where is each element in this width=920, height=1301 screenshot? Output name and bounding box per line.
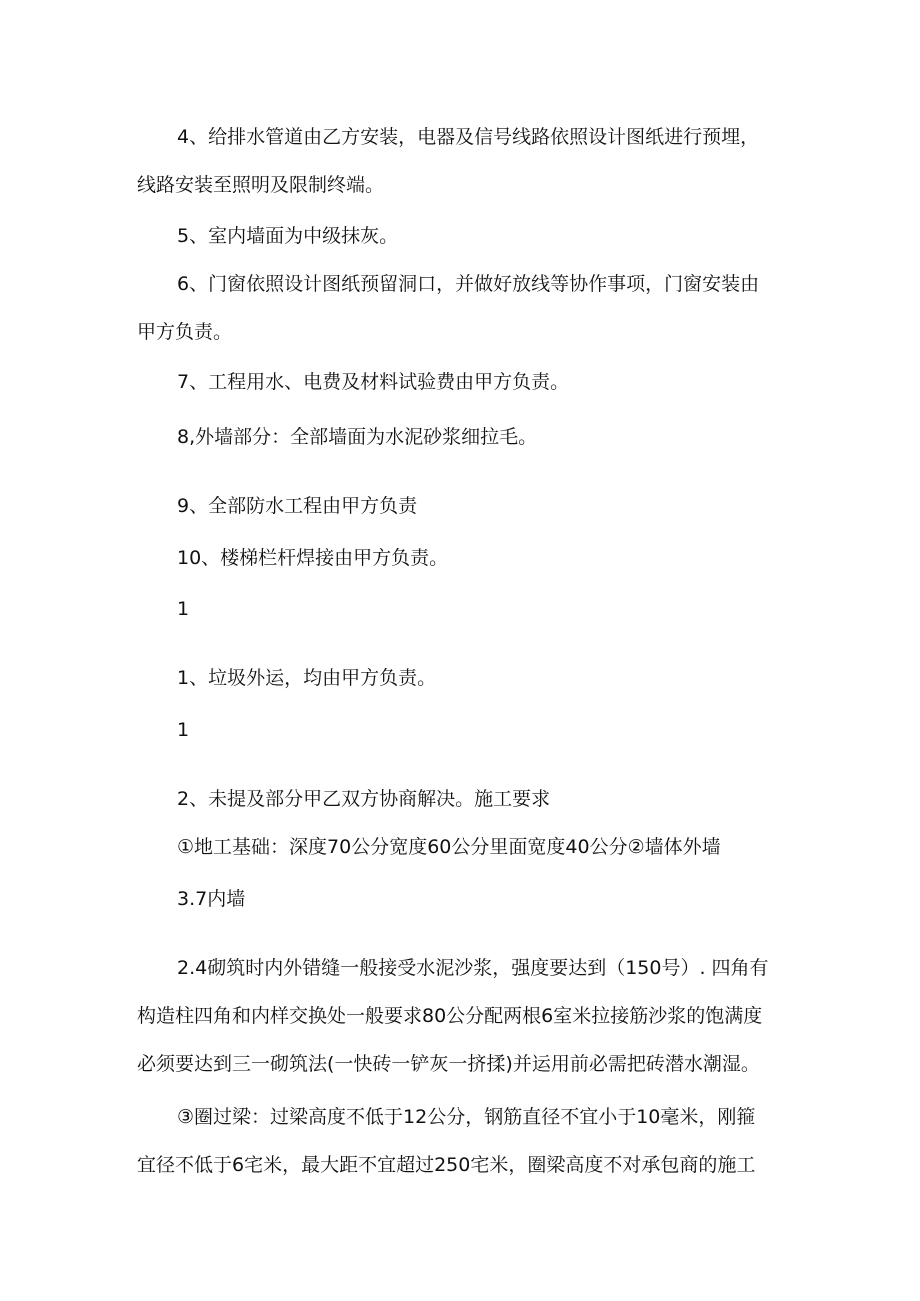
- text-line-inner-wall: 3.7内墙: [177, 888, 246, 910]
- text-line-masonry-part1: 2.4砌筑时内外错缝一般接受水泥沙浆，强度要达到（150号）. 四角有: [177, 957, 769, 979]
- text-line-item-4-part2: 线路安装至照明及限制终端。: [137, 174, 385, 196]
- text-line-item-9: 9、全部防水工程由甲方负责: [177, 495, 418, 517]
- text-line-foundation: ①地工基础：深度70公分宽度60公分里面宽度40公分②墙体外墙: [177, 836, 721, 858]
- text-line-item-10: 10、楼梯栏杆焊接由甲方负责。: [177, 547, 449, 569]
- text-line-masonry-part3: 必须要达到三一砌筑法(一快砖一铲灰一挤揉)并运用前必需把砖潜水潮湿。: [137, 1053, 760, 1075]
- text-line-item-1-waste: 1、垃圾外运，均由甲方负责。: [177, 667, 437, 689]
- text-line-beam-part1: ③圈过梁：过梁高度不低于12公分，钢筋直径不宜小于10毫米，刚箍: [177, 1106, 756, 1128]
- text-line-number-1b: 1: [177, 719, 190, 741]
- text-line-item-2-construction: 2、未提及部分甲乙双方协商解决。施工要求: [177, 788, 551, 810]
- text-line-item-7: 7、工程用水、电费及材料试验费由甲方负责。: [177, 371, 570, 393]
- text-line-item-4-part1: 4、给排水管道由乙方安装，电器及信号线路依照设计图纸进行预埋，: [177, 126, 760, 148]
- text-line-item-8: 8,外墙部分：全部墙面为水泥砂浆细拉毛。: [177, 426, 538, 448]
- text-line-item-6-part2: 甲方负责。: [137, 321, 233, 343]
- text-line-number-1a: 1: [177, 598, 190, 620]
- text-line-item-6-part1: 6、门窗依照设计图纸预留洞口，并做好放线等协作事项，门窗安装由: [177, 273, 760, 295]
- text-line-item-5: 5、室内墙面为中级抹灰。: [177, 225, 399, 247]
- text-line-masonry-part2: 构造柱四角和内样交换处一般要求80公分配两根6室米拉接筋沙浆的饱满度: [137, 1005, 763, 1027]
- text-line-beam-part2: 宜径不低于6宅米，最大距不宜超过250宅米，圈梁高度不对承包商的施工: [137, 1154, 756, 1176]
